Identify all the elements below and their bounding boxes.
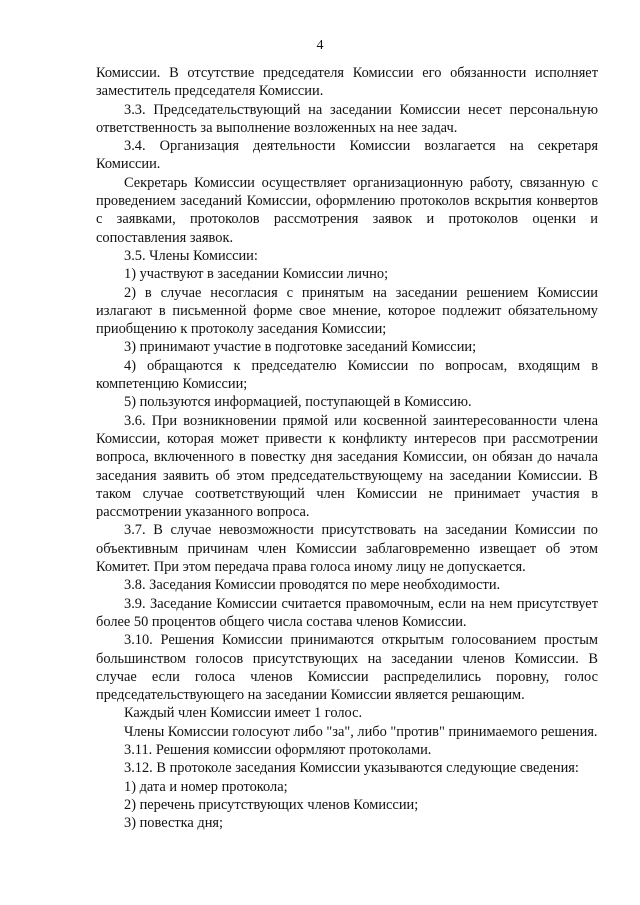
document-body <box>96 64 598 832</box>
paragraph-secretary: Секретарь Комиссии осуществляет организационную работу, связанную с проведением заседаний Комиссии, оформлению протоколов вскрытия конвертов с заявками, протоколов рассмотрения заявок и протоколов оценки и сопоставления заявок. <box>96 174 598 246</box>
list-item-3-12-1: 1) дата и номер протокола; <box>124 778 288 795</box>
paragraph-voting: Члены Комиссии голосуют либо "за", либо "против" принимаемого решения. <box>124 723 598 740</box>
paragraph-3-3: 3.3. Председательствующий на заседании Комиссии несет персональную ответственность за выполнение возложенных на нее задач. <box>96 101 598 136</box>
paragraph-3-11: 3.11. Решения комиссии оформляют протоколами. <box>124 741 432 758</box>
list-item-3-5-5: 5) пользуются информацией, поступающей в Комиссию. <box>124 394 472 411</box>
list-item-3-12-2: 2) перечень присутствующих членов Комиссии; <box>124 796 419 813</box>
page-number: 4 <box>316 38 324 53</box>
list-item-3-5-2: 2) в случае несогласия с принятым на заседании решением Комиссии излагают в письменной форме свое мнение, которое подлежит обязательному приобщению к протоколу заседания Комиссии; <box>96 284 598 338</box>
list-item-3-5-1: 1) участвуют в заседании Комиссии лично; <box>124 266 389 283</box>
paragraph-3-5: 3.5. Члены Комиссии: <box>124 247 258 264</box>
list-item-3-5-3: 3) принимают участие в подготовке заседаний Комиссии; <box>124 339 477 356</box>
list-item-3-12-3: 3) повестка дня; <box>124 815 224 832</box>
paragraph-3-10: 3.10. Решения Комиссии принимаются открытым голосованием простым большинством голосов присутствующих на заседании членов Комиссии. В случае если голоса членов Комиссии распределились поровну, голос председательствующего на заседании Комиссии является решающим. <box>96 632 598 704</box>
paragraph-3-12: 3.12. В протоколе заседания Комиссии указываются следующие сведения: <box>124 760 579 777</box>
paragraph-continuation: Комиссии. В отсутствие председателя Комиссии его обязанности исполняет заместитель председателя Комиссии. <box>96 65 598 100</box>
paragraph-one-vote: Каждый член Комиссии имеет 1 голос. <box>124 705 363 722</box>
paragraph-3-6: 3.6. При возникновении прямой или косвенной заинтересованности члена Комиссии, которая может привести к конфликту интересов при рассмотрении вопроса, включенного в повестку дня заседания Комиссии, он обязан до начала заседания заявить об этом председательствующему на заседании Комиссии. В таком случае соответствующий член Комиссии не принимает участия в рассмотрении указанного вопроса. <box>96 412 598 521</box>
paragraph-3-9: 3.9. Заседание Комиссии считается правомочным, если на нем присутствует более 50 процентов общего числа состава членов Комиссии. <box>96 595 598 630</box>
paragraph-3-8: 3.8. Заседания Комиссии проводятся по мере необходимости. <box>124 577 501 594</box>
list-item-3-5-4: 4) обращаются к председателю Комиссии по вопросам, входящим в компетенцию Комиссии; <box>96 357 598 393</box>
paragraph-3-7: 3.7. В случае невозможности присутствовать на заседании Комиссии по объективным причинам член Комиссии заблаговременно извещает об этом Комитет. При этом передача права голоса иному лицу не допускается. <box>96 522 598 576</box>
paragraph-3-4: 3.4. Организация деятельности Комиссии возлагается на секретаря Комиссии. <box>96 138 598 173</box>
